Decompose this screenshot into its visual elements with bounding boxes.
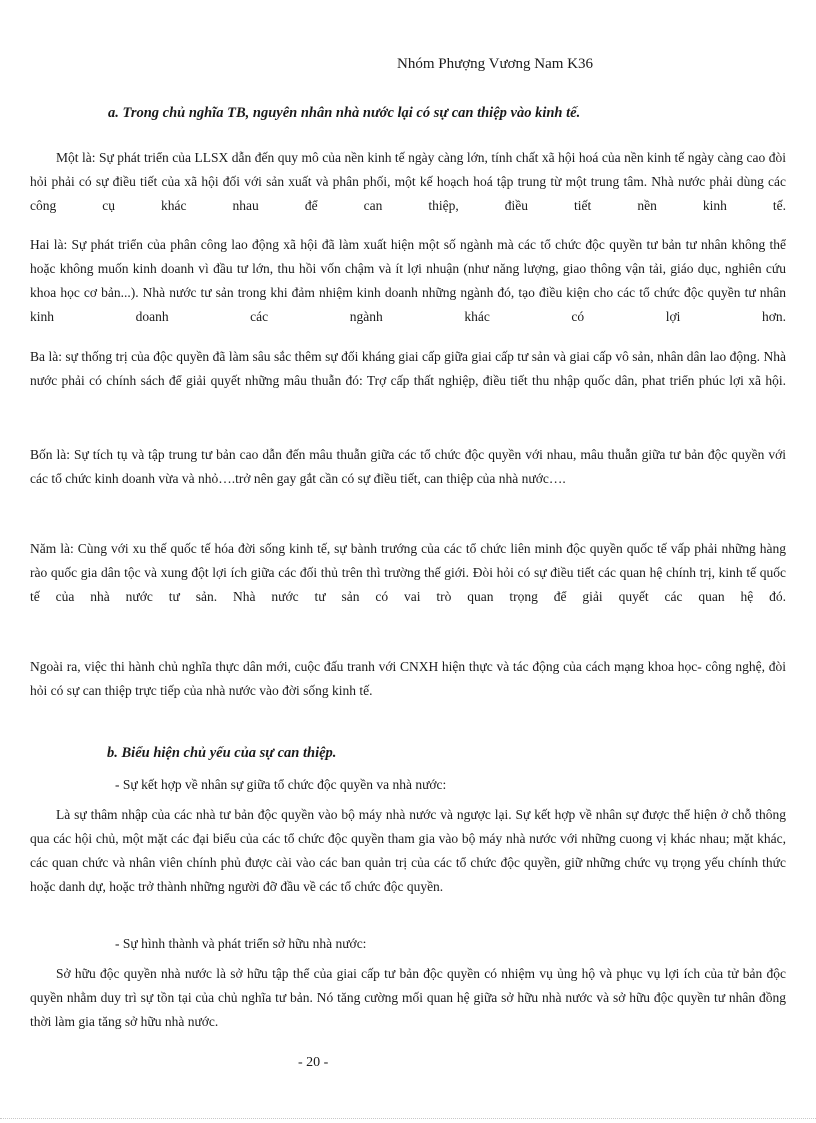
page-number: - 20 -	[298, 1055, 329, 1070]
paragraph-bon-la	[30, 443, 786, 491]
paragraph-ngoai-ra-text: Ngoài ra, việc thi hành chủ nghĩa thực dân mới, cuộc đấu tranh với CNXH hiện thực và tác động của cách mạng khoa học- công nghệ, đòi hỏi có sự can thiệp trực tiếp của nhà nước vào đời sống kinh tế.	[30, 659, 786, 698]
paragraph-ba-la	[30, 345, 786, 393]
paragraph-ket-hop-text: Là sự thâm nhập của các nhà tư bản độc quyền vào bộ máy nhà nước và ngược lại. Sự kết hợp về nhân sự được thể hiện ở chỗ thông qua các hội chủ, một mặt các đại biểu của các tổ chức độc quyền tham gia vào bộ máy nhà nước với những cuong vị khác nhau; mặt khác, các quan chức và nhân viên chính phủ được cài vào các ban quản trị của các tổ chức độc quyền, giữ những chức vụ trọng yếu chính thức hoặc danh dự, hoặc trở thành những người đỡ đầu về các tổ chức độc quyền.	[30, 807, 786, 894]
paragraph-mot-la-text: Một là: Sự phát triển của LLSX dẫn đến quy mô của nền kinh tế ngày càng lớn, tính chất xã hội hoá của nền kinh tế ngày càng cao đòi hỏi phải có sự điều tiết của xã hội đối với sản xuất và phân phối, một kế hoạch hoá tập trung từ một trung tâm. Nhà nước phải dùng các công cụ khác nhau để can thiệp, điều tiết nền kinh tế.	[30, 150, 786, 213]
paragraph-ket-hop	[30, 803, 786, 899]
section-b-heading: b. Biểu hiện chủ yếu của sự can thiệp.	[107, 745, 337, 761]
paragraph-ngoai-ra	[30, 655, 786, 703]
paragraph-nam-la-text: Năm là: Cùng với xu thế quốc tế hóa đời sống kinh tế, sự bành trướng của các tổ chức liên minh độc quyền quốc tế vấp phải những hàng rào quốc gia dân tộc và xung đột lợi ích giữa các đối thủ trên thì trường thế giới. Đòi hỏi có sự điều tiết các quan hệ chính trị, kinh tế quốc tế của nhà nước tư sản. Nhà nước tư sản có vai trò quan trọng để giải quyết các quan hệ đó.	[30, 541, 786, 604]
page-header: Nhóm Phượng Vương Nam K36	[397, 56, 594, 72]
section-a-heading: a. Trong chủ nghĩa TB, nguyên nhân nhà nước lại có sự can thiệp vào kinh tế.	[108, 105, 581, 121]
paragraph-hai-la-text: Hai là: Sự phát triển của phân công lao động xã hội đã làm xuất hiện một số ngành mà các tổ chức độc quyền tư bản tư nhân không thể hoặc không muốn kinh doanh vì đầu tư lớn, thu hồi vốn chậm và ít lợi nhuận (như năng lượng, giao thông vận tải, giáo dục, nghiên cứu khoa học cơ bản...). Nhà nước tư sản trong khi đảm nhiệm kinh doanh những ngành đó, tạo điều kiện cho các tổ chức độc quyền tư nhân kinh doanh các ngành khác có lợi hơn.	[30, 237, 786, 324]
bullet-ket-hop-nhan-su: - Sự kết hợp về nhân sự giữa tổ chức độc quyền va nhà nước:	[115, 777, 447, 792]
paragraph-hai-la	[30, 233, 786, 329]
paragraph-mot-la	[30, 146, 786, 218]
bullet-so-huu-nha-nuoc: - Sự hình thành và phát triển sở hữu nhà nước:	[115, 936, 367, 951]
paragraph-bon-la-text: Bốn là: Sự tích tụ và tập trung tư bản cao dẫn đến mâu thuẫn giữa các tổ chức độc quyền với nhau, mâu thuẫn giữa tư bản độc quyền với các tổ chức kinh doanh vừa và nhỏ….trở nên gay gắt cần có sự điều tiết, can thiệp của nhà nước….	[30, 447, 786, 486]
page-bottom-divider	[0, 1118, 816, 1119]
paragraph-so-huu-text: Sở hữu độc quyền nhà nước là sở hữu tập thể của giai cấp tư bản độc quyền có nhiệm vụ ủng hộ và phục vụ lợi ích của tử bản độc quyền nhằm duy trì sự tồn tại của chủ nghĩa tư bản. Nó tăng cường mối quan hệ giữa sở hữu nhà nước và sở hữu độc quyền tư nhân đồng thời làm gia tăng sở hữu nhà nước.	[30, 966, 786, 1029]
paragraph-nam-la	[30, 537, 786, 609]
paragraph-ba-la-text: Ba là: sự thống trị của độc quyền đã làm sâu sắc thêm sự đối kháng giai cấp giữa giai cấp tư sản và giai cấp vô sản, nhân dân lao động. Nhà nước phải có chính sách để giải quyết những mâu thuẫn đó: Trợ cấp thất nghiệp, điều tiết thu nhập quốc dân, phat triển phúc lợi xã hội.	[30, 349, 786, 388]
paragraph-so-huu	[30, 962, 786, 1034]
